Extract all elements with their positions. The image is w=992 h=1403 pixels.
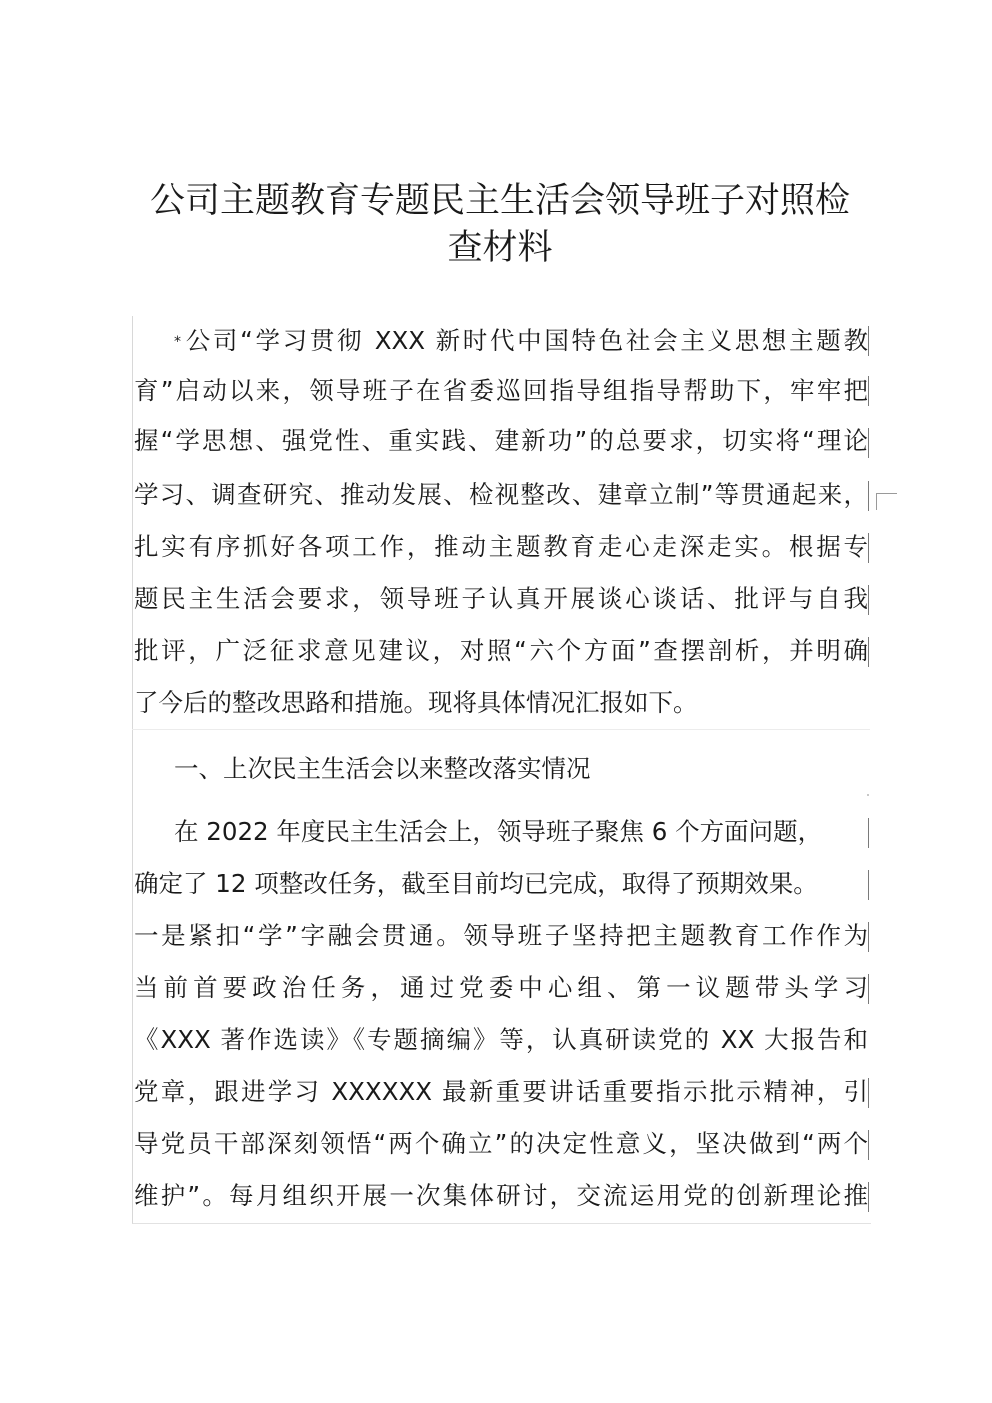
right-margin-mark: [868, 428, 869, 458]
paragraph-1-line-7: 批评，广泛征求意见建议，对照“六个方面”查摆剖析，并明确: [134, 636, 868, 665]
title-line-2: 查材料: [447, 228, 553, 268]
section-heading-1: 一、上次民主生活会以来整改落实情况: [174, 754, 591, 783]
document-title: [120, 178, 880, 272]
paragraph-1-line-5: 扎实有序抓好各项工作，推动主题教育走心走深走实。根据专: [134, 532, 868, 561]
right-margin-mark: [868, 376, 869, 406]
right-margin-mark: [868, 870, 869, 900]
paragraph-1-line-6: 题民主生活会要求，领导班子认真开展谈心谈话、批评与自我: [134, 584, 868, 613]
right-margin-mark: [868, 481, 869, 511]
paragraph-1-line-1-text: 公司“学习贯彻 XXX 新时代中国特色社会主义思想主题教: [183, 326, 868, 355]
paragraph-2-line-1: 在 2022 年度民主生活会上，领导班子聚焦 6 个方面问题，: [174, 817, 823, 846]
right-margin-mark: [868, 1182, 869, 1212]
right-margin-mark: [868, 637, 869, 667]
right-margin-mark: [868, 922, 869, 952]
paragraph-1-line-1: [174, 324, 868, 358]
right-margin-mark: [868, 326, 869, 356]
paragraph-1-line-8: 了今后的整改思路和措施。现将具体情况汇报如下。: [134, 688, 698, 717]
margin-bracket-mark: [876, 493, 897, 510]
margin-tick: [867, 794, 869, 796]
title-line-1: 公司主题教育专题民主生活会领导班子对照检: [149, 181, 850, 221]
paragraph-separator: [132, 729, 870, 730]
paragraph-2-line-4: 当前首要政治任务，通过党委中心组、第一议题带头学习: [134, 973, 868, 1002]
paragraph-1-line-3: 握“学思想、强党性、重实践、建新功”的总要求，切实将“理论: [134, 426, 868, 455]
paragraph-1-line-4: 学习、调查研究、推动发展、检视整改、建章立制”等贯通起来，: [134, 480, 868, 509]
right-margin-mark: [868, 818, 869, 848]
paragraph-2-line-6: 党章，跟进学习 XXXXXX 最新重要讲话重要指示批示精神，引: [134, 1077, 868, 1106]
asterisk-marker: *: [174, 334, 181, 350]
paragraph-2-line-7: 导党员干部深刻领悟“两个确立”的决定性意义，坚决做到“两个: [134, 1129, 868, 1158]
paragraph-2-line-3: 一是紧扣“学”字融会贯通。领导班子坚持把主题教育工作作为: [134, 921, 868, 950]
right-margin-mark: [868, 1130, 869, 1160]
paragraph-1-line-2: 育”启动以来，领导班子在省委巡回指导组指导帮助下，牢牢把: [134, 376, 868, 405]
paragraph-2-line-8: 维护”。每月组织开展一次集体研讨，交流运用党的创新理论推: [134, 1181, 868, 1210]
paragraph-2-line-2: 确定了 12 项整改任务，截至目前均已完成，取得了预期效果。: [134, 869, 818, 898]
paragraph-2-line-5: 《XXX 著作选读》《专题摘编》等，认真研读党的 XX 大报告和: [134, 1025, 868, 1054]
right-margin-mark: [868, 974, 869, 1004]
right-margin-mark: [868, 533, 869, 563]
right-margin-mark: [868, 1078, 869, 1108]
right-margin-mark: [868, 585, 869, 615]
